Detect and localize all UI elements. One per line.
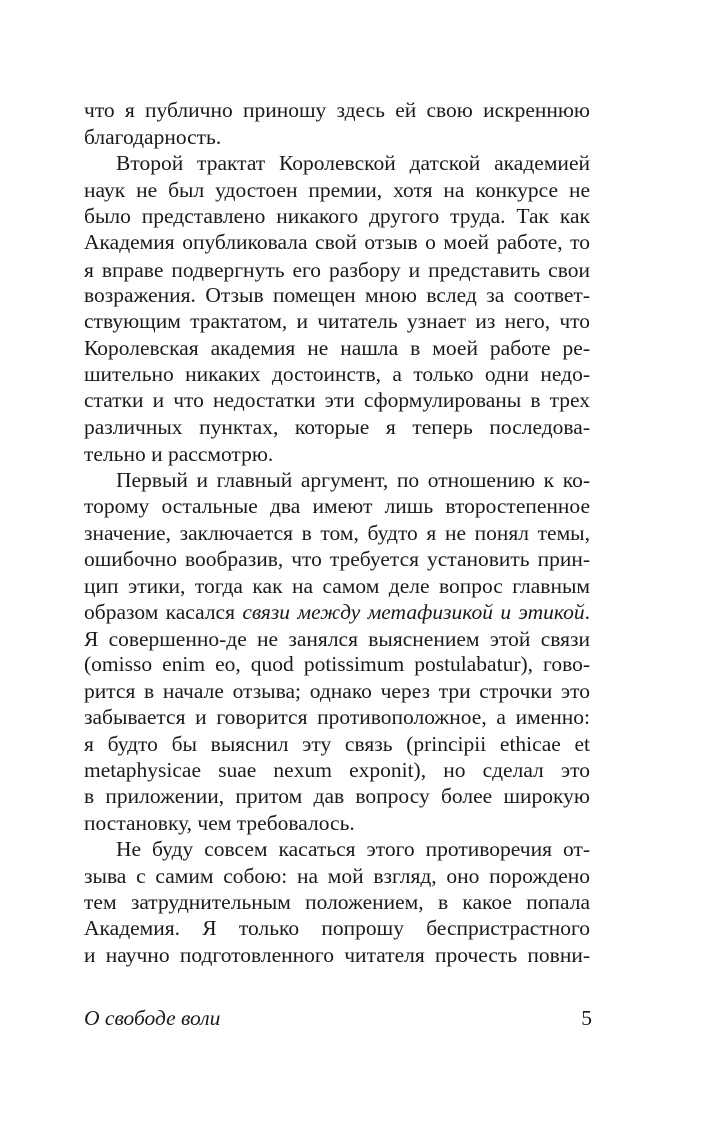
running-footer-title: О свободе воли: [84, 1006, 221, 1030]
text-segment: было представлено никакого другого труда. Так как: [84, 204, 590, 228]
text-line: [84, 308, 590, 334]
text-segment: я будто бы выяснил эту связь (principii ethicae et: [84, 732, 590, 756]
text-segment: Академия опубликовала свой отзыв о моей работе, то: [84, 230, 590, 254]
text-segment: Я совершенно-де не занялся выяснением этой связи: [84, 627, 590, 651]
page-number: 5: [581, 1006, 592, 1030]
text-segment: шительно никаких достоинств, а только одни недо-: [84, 362, 590, 386]
text-line: [84, 414, 590, 440]
text-line: [84, 493, 590, 519]
text-line: [84, 704, 590, 730]
text-segment: .: [584, 600, 590, 624]
text-segment: Второй трактат Королевской датской академией: [116, 151, 590, 175]
text-line: [84, 229, 590, 255]
text-segment: возражения. Отзыв помещен мною вслед за соответ-: [84, 283, 590, 307]
text-segment: ствующим трактатом, и читатель узнает из него, что: [84, 309, 590, 333]
text-segment: и научно подготовленного читателя прочесть повни-: [84, 943, 590, 967]
text-line: [84, 282, 590, 308]
text-line: [84, 889, 590, 915]
text-line: [84, 387, 590, 413]
text-segment: ошибочно вообразив, что требуется установить прин-: [84, 547, 590, 571]
text-segment: Академия. Я только попрошу беспристрастного: [84, 916, 590, 940]
text-segment: Первый и главный аргумент, по отношению к ко-: [116, 468, 590, 492]
text-segment: благодарность.: [84, 125, 222, 149]
text-segment: образом касался: [84, 600, 243, 624]
text-line: [116, 150, 590, 176]
text-segment: зыва с самим собою: на мой взгляд, оно порождено: [84, 864, 590, 888]
text-line: [84, 177, 590, 203]
text-line: [84, 678, 590, 704]
text-line: [84, 915, 590, 941]
text-line: [84, 441, 590, 467]
text-segment: я вправе подвергнуть его разбору и представить свои: [84, 258, 590, 282]
text-line: [116, 467, 590, 493]
text-line: [84, 783, 590, 809]
text-segment: значение, заключается в том, будто я не понял темы,: [84, 521, 590, 545]
text-line: [84, 361, 590, 387]
text-line: [84, 651, 590, 677]
text-line: [84, 257, 590, 283]
text-segment: статки и что недостатки эти сформулированы в трех: [84, 388, 590, 412]
text-line: [84, 335, 590, 361]
text-segment: рится в начале отзыва; однако через три строчки это: [84, 679, 590, 703]
text-segment: (omisso enim eo, quod potissimum postulabatur), гово-: [84, 652, 590, 676]
text-line: [84, 520, 590, 546]
text-line: [84, 573, 590, 599]
text-segment: Не буду совсем касаться этого противоречия от-: [116, 837, 590, 861]
text-line: [84, 599, 590, 625]
text-segment: цип этики, тогда как на самом деле вопрос главным: [84, 574, 590, 598]
text-line: [84, 97, 590, 123]
text-segment: metaphysicae suae nexum exponit), но сделал это: [84, 758, 590, 782]
text-segment: торому остальные два имеют лишь второстепенное: [84, 494, 590, 518]
text-segment: Королевская академия не нашла в моей работе ре-: [84, 336, 590, 360]
text-line: [84, 757, 590, 783]
text-segment: наук не был удостоен премии, хотя на конкурсе не: [84, 178, 590, 202]
text-line: [84, 942, 590, 968]
text-segment: постановку, чем требовалось.: [84, 811, 355, 835]
text-line: [84, 203, 590, 229]
text-segment: различных пунктах, которые я теперь последова-: [84, 415, 590, 439]
emphasized-phrase: связи между метафизикой и этикой: [242, 600, 585, 624]
text-segment: в приложении, притом дав вопросу более широкую: [84, 784, 590, 808]
text-segment: тельно и рассмотрю.: [84, 442, 274, 466]
text-line: [84, 124, 590, 150]
text-line: [84, 626, 590, 652]
text-line: [116, 836, 590, 862]
text-line: [84, 546, 590, 572]
text-segment: забывается и говорится противоположное, а именно:: [84, 705, 590, 729]
text-segment: тем затруднительным положением, в какое попала: [84, 890, 590, 914]
text-line: [84, 863, 590, 889]
text-line: [84, 731, 590, 757]
text-line: [84, 810, 590, 836]
text-segment: что я публично приношу здесь ей свою искреннюю: [84, 98, 590, 122]
